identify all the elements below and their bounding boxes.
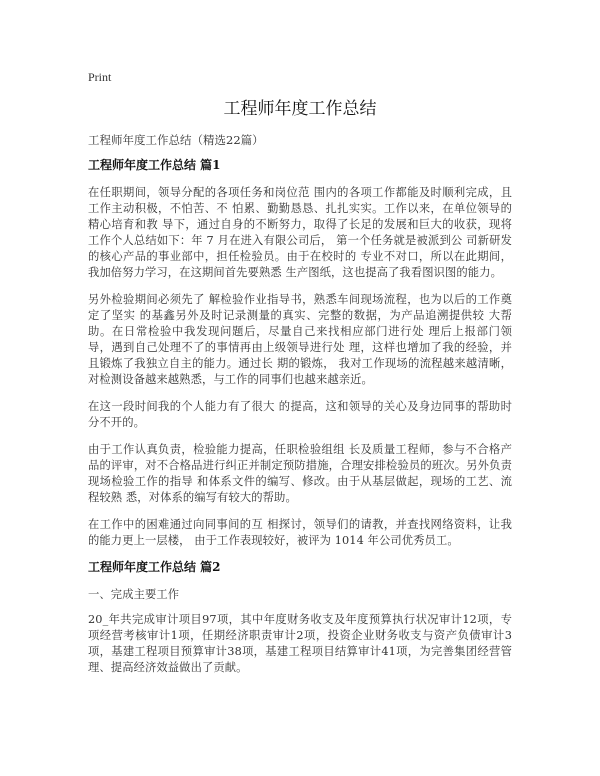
paragraph: 一、完成主要工作 — [88, 588, 180, 601]
paragraph: 在工作中的困难通过向同事间的互 相探讨，领导们的请教，并查找网络资料，让我的能力更上一层楼， 由于工作表现较好，被评为 1014 年公司优秀员工。 — [88, 518, 512, 547]
document-content — [88, 158, 512, 687]
paragraph: 在任职期间，领导分配的各项任务和岗位范 围内的各项工作都能及时顺利完成，且工作主动积极，不怕苦、不 怕累、勤勤恳恳、扎扎实实。工作以来，在单位领导的精心培育和教 导下，通过自身的不断努力，取得了长足的发展和巨大的收获，现将 工作个人总结如下：年 7 月在进入有限公司后， 第一个任务就是被派到公 司新研发的核心产品的事业部中，担任检验员。由于在校时的 专业不对口，所以在此期间，我加倍努力学习，在这期间首先要熟悉 生产图纸，这也提高了我看图识图的能力。 — [88, 186, 512, 279]
paragraph: 另外检验期间必须先了 解检验作业指导书，熟悉车间现场流程，也为以后的工作奠定了坚实 的基鑫另外及时记录测量的真实、完整的数据，为产品追溯提供较 大帮助。在日常检验中我发现问题后，尽量自己来找相应部门进行处 理后上报部门领导，遇到自己处理不了的事情再由上级领导进行处 理，这样也增加了我的经验，并且锻炼了我独立自主的能力。通过长 期的锻炼， 我对工作现场的流程越来越清晰，对检测设备越来越熟悉，与工作的同事们也越来越亲近。 — [88, 293, 512, 386]
paragraph: 由于工作认真负责，检验能力提高，任职检验组组 长及质量工程师，参与不合格产品的评审，对不合格品进行纠正并制定预防措施，合理安排检验员的班次。另外负责现场检验工作的指导 和体系文件的编写、修改。由于从基层做起，现场的工艺、流程较熟 悉，对体系的编写有较大的帮助。 — [88, 443, 512, 504]
section-heading-1: 工程师年度工作总结 篇1 — [88, 158, 221, 172]
paragraph: 20_年共完成审计项目97项，其中年度财务收支及年度预算执行状况审计12项，专项经营考核审计1项，任期经济职责审计2项，投资企业财务收支与资产负债审计3项，基建工程项目预算审计38项，基建工程项目结算审计41项，为完善集团经营管理、提高经济效益做出了贡献。 — [88, 613, 512, 674]
print-label[interactable]: Print — [88, 70, 112, 84]
section-heading-2: 工程师年度工作总结 篇2 — [88, 560, 221, 574]
paragraph: 在这一段时间我的个人能力有了很大 的提高，这和领导的关心及身边同事的帮助时分不开的。 — [88, 400, 512, 429]
document-subtitle: 工程师年度工作总结（精选22篇） — [88, 133, 264, 147]
document-title: 工程师年度工作总结 — [223, 99, 377, 119]
